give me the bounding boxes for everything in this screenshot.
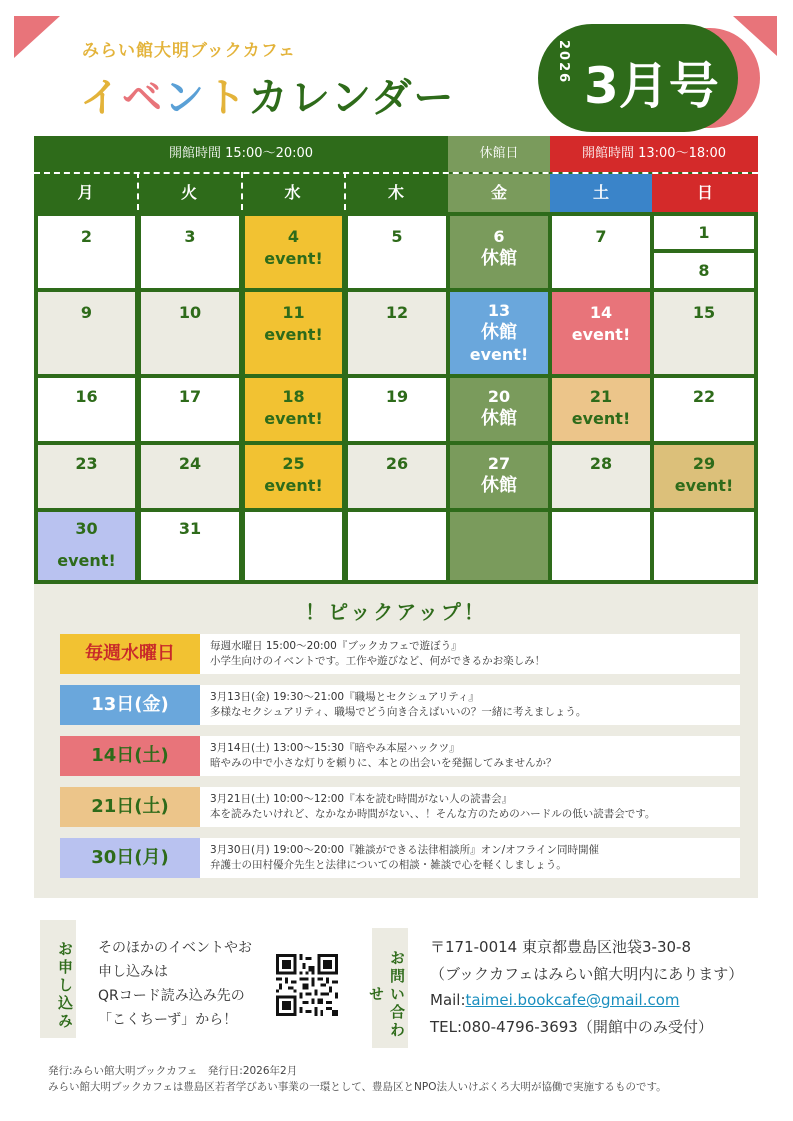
day-number: 20 (487, 387, 511, 406)
day-number: 11 (282, 303, 305, 322)
closed-marker: 休館 (481, 408, 517, 429)
day-cell-closed (450, 378, 548, 441)
event-marker: event! (57, 551, 116, 570)
title-char: イ (80, 75, 122, 121)
weekday-hours: 開館時間 15:00～20:00 (168, 146, 314, 161)
dayname-wed: 水 (284, 183, 301, 202)
pickup-line: 3月13日(金) 19:30～21:00『職場とセクシュアリティ』 (210, 691, 479, 703)
day-cell-event[interactable] (552, 378, 650, 441)
day-number: 31 (178, 519, 202, 538)
pickup-item[interactable] (60, 634, 740, 674)
day-cell (141, 292, 239, 374)
title-char: カレンダー (248, 75, 456, 121)
day-number: 5 (391, 227, 403, 246)
dayname-thu: 木 (387, 183, 404, 202)
day-number: 6 (493, 227, 505, 246)
header-divider (241, 172, 243, 210)
day-cell-event[interactable] (245, 445, 342, 508)
day-number: 23 (75, 454, 98, 473)
day-number: 8 (698, 261, 710, 280)
contact-mail-row (430, 987, 743, 1014)
footer (48, 1063, 667, 1095)
day-number: 9 (80, 303, 93, 322)
day-number: 19 (385, 387, 409, 406)
day-cell (654, 253, 754, 288)
pickup-line: 暗やみの中で小さな灯りを頼りに、本との出会いを発掘してみませんか？ (210, 757, 557, 769)
day-cell-closed (450, 445, 548, 508)
day-cell-empty (348, 512, 446, 580)
day-number: 10 (178, 303, 202, 322)
event-calendar (34, 136, 758, 584)
pickup-date-label: 30日(月) (60, 838, 200, 878)
pickup-line: 多様なセクシュアリティ、職場でどう向き合えばいいの？一緒に考えましょう。 (210, 706, 587, 718)
contact-info (430, 934, 743, 1040)
day-cell (141, 216, 239, 288)
event-marker: event! (264, 409, 323, 428)
dayname-sat: 土 (550, 174, 652, 212)
day-cell (141, 512, 239, 580)
day-cell-empty (654, 512, 754, 580)
pickup-description (210, 690, 586, 720)
corner-decoration-left (14, 16, 60, 58)
dayname-tue: 火 (180, 183, 197, 202)
day-number: 24 (178, 454, 202, 473)
day-number: 4 (287, 227, 300, 246)
page-title (80, 66, 455, 123)
mail-label: Mail: (430, 991, 466, 1009)
day-cell (552, 445, 650, 508)
apply-line: そのほかのイベントやお (98, 940, 252, 956)
closed-marker: 休館 (481, 475, 517, 496)
qr-code-icon[interactable] (276, 954, 338, 1016)
pickup-item[interactable] (60, 838, 740, 878)
day-number: 29 (692, 454, 716, 473)
dayname-mon: 月 (77, 183, 94, 202)
day-cell-event[interactable] (38, 512, 135, 580)
day-number: 22 (692, 387, 716, 406)
day-cell (348, 216, 446, 288)
day-cell (654, 216, 754, 249)
pickup-date-label: 13日(金) (60, 685, 200, 725)
apply-tab: お申し込み (40, 920, 76, 1038)
footer-note: みらい館大明ブックカフェは豊島区若者学びあい事業の一環として、豊島区とNPO法人いけぶくろ大明が協働で実施するものです。 (48, 1081, 667, 1093)
title-char: ト (206, 75, 248, 121)
pickup-date-label: 21日(土) (60, 787, 200, 827)
day-number: 16 (75, 387, 98, 406)
day-cell-event[interactable] (450, 292, 548, 374)
event-marker: event! (674, 476, 734, 495)
day-cell (348, 378, 446, 441)
pickup-section (34, 584, 758, 898)
event-marker: event! (264, 325, 323, 344)
event-marker: event! (571, 409, 631, 428)
day-cell (38, 216, 135, 288)
pickup-line: 3月21日(土) 10:00～12:00『本を読む時間がない人の読書会』 (210, 793, 513, 805)
day-number: 25 (282, 454, 305, 473)
day-cell-event[interactable] (245, 292, 342, 374)
pickup-description (210, 741, 557, 771)
title-char: ベ (122, 75, 164, 121)
contact-address-note: （ブックカフェはみらい館大明内にあります） (430, 964, 744, 983)
pickup-line: 本を読みたいけれど、なかなか時間がない、、！そんな方のためのハードルの低い読書会です。 (210, 808, 656, 820)
closed-marker: 休館 (481, 322, 517, 343)
pickup-item[interactable] (60, 685, 740, 725)
day-cell (654, 292, 754, 374)
day-cell-event[interactable] (654, 445, 754, 508)
apply-line: QRコード読み込み先の (98, 988, 245, 1004)
pickup-line: 3月14日(土) 13:00～15:30『暗やみ本屋ハックツ』 (210, 742, 460, 754)
day-number: 3 (184, 227, 196, 246)
dayname-fri: 金 (448, 174, 550, 212)
issue-badge (538, 24, 738, 132)
day-number: 2 (80, 227, 93, 246)
pickup-line: 小学生向けのイベントです。工作や遊びなど、何ができるかお楽しみ！ (210, 655, 546, 667)
day-cell (552, 216, 650, 288)
pickup-line: 毎週水曜日 15:00～20:00『ブックカフェで遊ぼう』 (210, 640, 462, 652)
day-number: 21 (589, 387, 613, 406)
pickup-description (210, 843, 599, 873)
contact-tel: TEL:080-4796-3693（開館中のみ受付） (430, 1017, 713, 1036)
dayname-sun: 日 (652, 174, 758, 212)
pickup-item[interactable] (60, 736, 740, 776)
day-cell (348, 292, 446, 374)
issue-year: 2026 (556, 40, 571, 85)
day-cell (38, 378, 135, 441)
day-number: 13 (487, 301, 511, 320)
pickup-date-label: 14日(土) (60, 736, 200, 776)
cafe-name: みらい館大明ブックカフェ (82, 41, 296, 61)
day-cell-event[interactable] (552, 292, 650, 374)
day-number: 28 (589, 454, 613, 473)
header-divider (34, 172, 758, 174)
pickup-title: ！ピックアップ！ (305, 600, 487, 624)
day-number: 12 (385, 303, 409, 322)
day-cell-closed (450, 216, 548, 288)
pickup-item[interactable] (60, 787, 740, 827)
weekend-hours: 開館時間 13:00～18:00 (550, 136, 758, 172)
event-marker: event! (264, 249, 323, 268)
day-number: 7 (595, 227, 607, 246)
event-marker: event! (469, 345, 529, 364)
closed-day-label: 休館日 (448, 136, 550, 172)
day-cell (38, 445, 135, 508)
day-cell-empty (245, 512, 342, 580)
day-number: 14 (589, 303, 613, 322)
apply-line: 「こくちーず」から！ (98, 1012, 238, 1028)
contact-address: 〒171-0014 東京都豊島区池袋3-30-8 (430, 938, 691, 956)
day-number: 26 (385, 454, 409, 473)
day-cell-event[interactable] (245, 378, 342, 441)
footer-publisher: 発行:みらい館大明ブックカフェ 発行日:2026年2月 (48, 1065, 298, 1077)
day-cell (654, 378, 754, 441)
day-cell (141, 378, 239, 441)
day-cell-empty (552, 512, 650, 580)
day-cell-event[interactable] (245, 216, 342, 288)
header-divider (344, 172, 346, 210)
contact-tab: お問い合わせ (372, 928, 408, 1048)
day-number: 27 (487, 454, 511, 473)
day-number: 17 (178, 387, 202, 406)
day-cell (141, 445, 239, 508)
event-marker: event! (571, 325, 631, 344)
pickup-line: 3月30日(月) 19:00～20:00『雑談ができる法律相談所』オン/オフライン同時開催 (210, 844, 599, 856)
title-char: ン (164, 75, 206, 121)
pickup-date-label: 毎週水曜日 (60, 634, 200, 674)
day-cell-empty (450, 512, 548, 580)
issue-month: 3月号 (584, 57, 719, 115)
apply-instructions (98, 936, 252, 1032)
pickup-description (210, 639, 545, 669)
header-divider (137, 172, 139, 210)
mail-link[interactable]: taimei.bookcafe@gmail.com (465, 991, 680, 1009)
day-number: 18 (282, 387, 305, 406)
day-number: 15 (692, 303, 716, 322)
apply-line: 申し込みは (98, 964, 168, 980)
pickup-description (210, 792, 655, 822)
closed-marker: 休館 (481, 248, 517, 269)
day-number: 1 (698, 223, 710, 242)
event-marker: event! (264, 476, 323, 495)
day-cell (348, 445, 446, 508)
pickup-line: 弁護士の田村優介先生と法律についての相談・雑談で心を軽くしましょう。 (210, 859, 567, 871)
day-number: 30 (75, 519, 98, 538)
day-cell (38, 292, 135, 374)
